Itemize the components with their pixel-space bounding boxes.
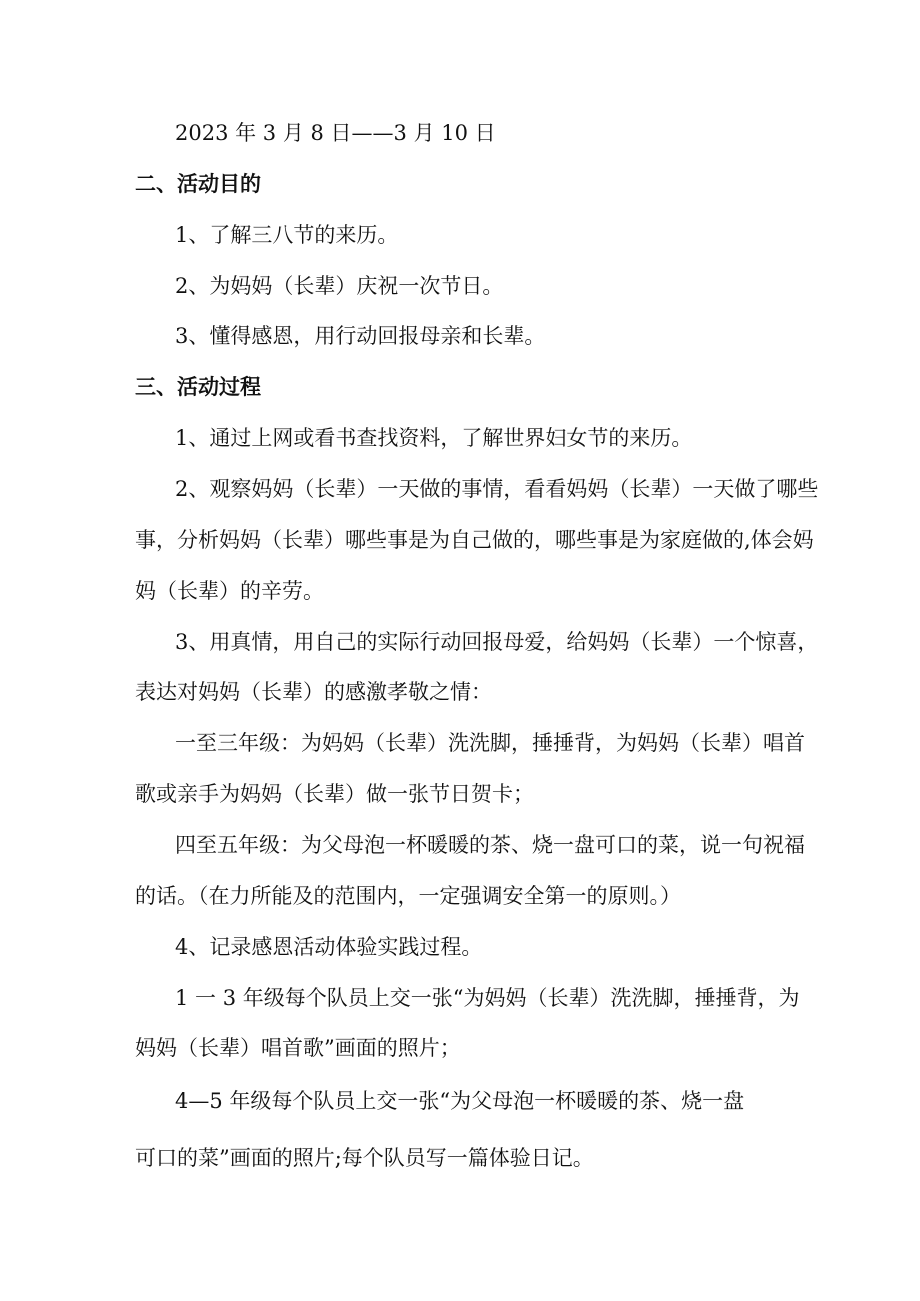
purpose-item-1: 1、了解三八节的来历。 (175, 223, 399, 247)
grades-4-5-line-2: 的话。（在力所能及的范围内，一定强调安全第一的原则。） (135, 884, 681, 908)
process-step-1: 1、通过上网或看书查找资料，了解世界妇女节的来历。 (175, 426, 693, 450)
record-4-5-line-1: 4—5 年级每个队员上交一张“为父母泡一杯暖暖的茶、烧一盘 (175, 1089, 745, 1113)
process-step-2-line-1: 2、观察妈妈（长辈）一天做的事情，看看妈妈（长辈）一天做了哪些 (175, 477, 819, 501)
process-step-2-line-3: 妈（长辈）的辛劳。 (135, 579, 324, 603)
process-step-2-line-2: 事，分析妈妈（长辈）哪些事是为自己做的，哪些事是为家庭做的,体会妈 (135, 528, 814, 552)
date-range: 2023 年 3 月 8 日——3 月 10 日 (175, 121, 496, 145)
purpose-item-2: 2、为妈妈（长辈）庆祝一次节日。 (175, 274, 504, 298)
record-1-3-line-1: 1 一 3 年级每个队员上交一张“为妈妈（长辈）洗洗脚，捶捶背，为 (175, 986, 800, 1010)
grades-4-5-line-1: 四至五年级：为父母泡一杯暖暖的茶、烧一盘可口的菜，说一句祝福 (175, 833, 805, 857)
section-heading-process: 三、活动过程 (135, 375, 261, 399)
grades-1-3-line-1: 一至三年级：为妈妈（长辈）洗洗脚，捶捶背，为妈妈（长辈）唱首 (175, 731, 805, 755)
section-heading-purpose: 二、活动目的 (135, 172, 261, 196)
record-4-5-line-2: 可口的菜”画面的照片;每个队员写一篇体验日记。 (135, 1146, 594, 1170)
process-step-4: 4、记录感恩活动体验实践过程。 (175, 935, 483, 959)
purpose-item-3: 3、懂得感恩，用行动回报母亲和长辈。 (175, 324, 546, 348)
record-1-3-line-2: 妈妈（长辈）唱首歌”画面的照片； (135, 1036, 461, 1060)
process-step-3-line-2: 表达对妈妈（长辈）的感激孝敬之情： (135, 680, 492, 704)
process-step-3-line-1: 3、用真情，用自己的实际行动回报母爱，给妈妈（长辈）一个惊喜， (175, 630, 819, 654)
grades-1-3-line-2: 歌或亲手为妈妈（长辈）做一张节日贺卡； (135, 782, 534, 806)
